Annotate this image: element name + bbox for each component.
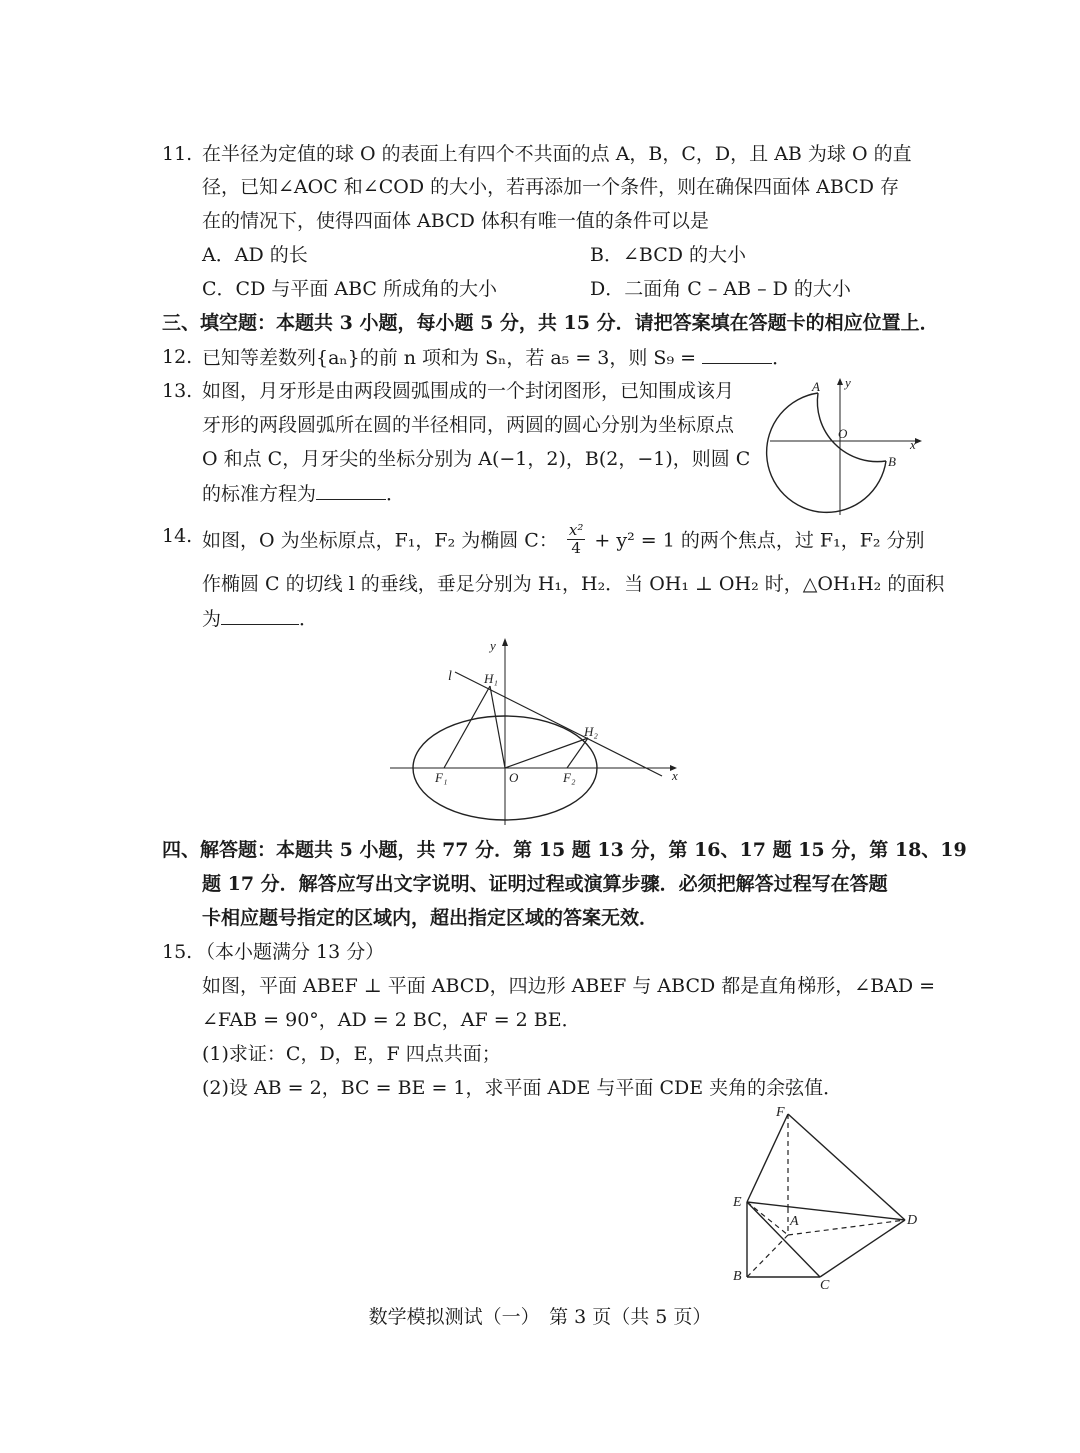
section4-line-2: 题 17 分．解答应写出文字说明、证明过程或演算步骤．必须把解答过程写在答题 [202, 873, 888, 895]
q12-text [202, 345, 791, 370]
q13-answer-blank [316, 481, 386, 500]
q13-label-x: x [910, 437, 916, 452]
q12-text-after: ． [772, 347, 792, 369]
q14-label-o: O [509, 770, 519, 785]
q14-label-h2: H₂ [584, 724, 598, 739]
q15-line-2: ∠FAB = 90°，AD = 2 BC，AF = 2 BE． [202, 1009, 581, 1031]
q13-label-y: y [845, 375, 851, 390]
q13-crescent-figure [770, 375, 930, 515]
q15-label-b: B [733, 1269, 742, 1284]
q15-solid-figure [725, 1100, 925, 1293]
q13-label-o: O [838, 426, 848, 441]
q13-label-b: B [888, 454, 896, 469]
q13-label-a: A [812, 379, 820, 394]
q15-line-1: 如图，平面 ABEF ⊥ 平面 ABCD，四边形 ABEF 与 ABCD 都是直角梯形，∠BAD = [202, 975, 936, 997]
q15-label-a: A [790, 1214, 799, 1229]
q14-answer-blank [221, 606, 299, 625]
q13-line-1: 如图，月牙形是由两段圆弧围成的一个封闭图形，已知围成该月 [202, 380, 735, 402]
q13-line-3: O 和点 C，月牙尖的坐标分别为 A(−1，2)，B(2，−1)，则圆 C [202, 448, 751, 470]
q13-line-4-after: ． [386, 483, 406, 505]
q14-label-h1: H₁ [484, 671, 498, 686]
q14-label-f2: F₂ [563, 770, 576, 785]
q15-label-e: E [733, 1195, 742, 1210]
q11-option-b: B．∠BCD 的大小 [590, 244, 747, 266]
q13-line-4-before: 的标准方程为 [202, 483, 317, 505]
q11-option-a: A．AD 的长 [202, 244, 308, 266]
page-footer: 数学模拟测试（一） 第 3 页（共 5 页） [368, 1306, 712, 1328]
q14-line-3-after: ． [299, 608, 319, 630]
q14-fraction-numerator: x² [568, 521, 584, 539]
q11-option-d: D．二面角 C – AB – D 的大小 [590, 278, 851, 300]
q14-line-1-before: 如图，O 为坐标原点，F₁，F₂ 为椭圆 C： [202, 529, 558, 552]
q11-option-c: C．CD 与平面 ABC 所成角的大小 [202, 278, 498, 300]
q14-line-3-before: 为 [202, 608, 222, 630]
q15-part-2: (2)设 AB = 2，BC = BE = 1，求平面 ADE 与平面 CDE 夹角的余弦值． [202, 1077, 843, 1099]
q14-label-l: l [448, 669, 452, 684]
q14-ellipse-figure [380, 630, 690, 830]
q11-line-2: 径，已知∠AOC 和∠COD 的大小，若再添加一个条件，则在确保四面体 ABCD 存 [202, 176, 899, 198]
q14-fraction-denominator: 4 [571, 539, 581, 557]
q12-answer-blank [702, 345, 772, 364]
q12-text-before: 已知等差数列{aₙ}的前 n 项和为 Sₙ，若 a₅ = 3，则 S₉ = [202, 347, 697, 369]
q13-line-2: 牙形的两段圆弧所在圆的半径相同，两圆的圆心分别为坐标原点 [202, 414, 735, 436]
q14-line-1 [202, 521, 925, 559]
section4-line-3: 卡相应题号指定的区域内，超出指定区域的答案无效． [202, 907, 659, 929]
q14-label-y: y [490, 638, 496, 653]
q15-label-f: F [776, 1105, 785, 1120]
q11-number: 11. [162, 143, 193, 165]
q11-line-3: 在的情况下，使得四面体 ABCD 体积有唯一值的条件可以是 [202, 210, 709, 232]
q14-line-1-after: + y² = 1 的两个焦点，过 F₁，F₂ 分别 [594, 529, 925, 552]
q15-part-1: (1)求证：C，D，E，F 四点共面； [202, 1043, 501, 1065]
q14-number: 14. [162, 525, 193, 547]
section4-line-1: 四、解答题：本题共 5 小题，共 77 分．第 15 题 13 分，第 16、17 题 15 分，第 18、19 [162, 839, 967, 861]
q13-line-4 [202, 481, 405, 506]
q14-line-2: 作椭圆 C 的切线 l 的垂线，垂足分别为 H₁，H₂．当 OH₁ ⊥ OH₂ 时，△OH₁H₂ 的面积 [202, 573, 945, 595]
q12-number: 12. [162, 346, 193, 368]
q15-header: （本小题满分 13 分） [196, 941, 385, 963]
q11-line-1: 在半径为定值的球 O 的表面上有四个不共面的点 A，B，C，D，且 AB 为球 O 的直 [202, 143, 912, 165]
q15-label-c: C [820, 1278, 830, 1293]
q14-label-f1: F₁ [435, 770, 448, 785]
q14-label-x: x [672, 768, 678, 783]
section3-heading: 三、填空题：本题共 3 小题，每小题 5 分，共 15 分．请把答案填在答题卡的相应位置上． [162, 312, 939, 334]
q15-number: 15. [162, 941, 193, 963]
q13-number: 13. [162, 380, 193, 402]
q15-label-d: D [907, 1213, 918, 1228]
q14-fraction [567, 522, 585, 557]
q14-line-3 [202, 606, 318, 631]
